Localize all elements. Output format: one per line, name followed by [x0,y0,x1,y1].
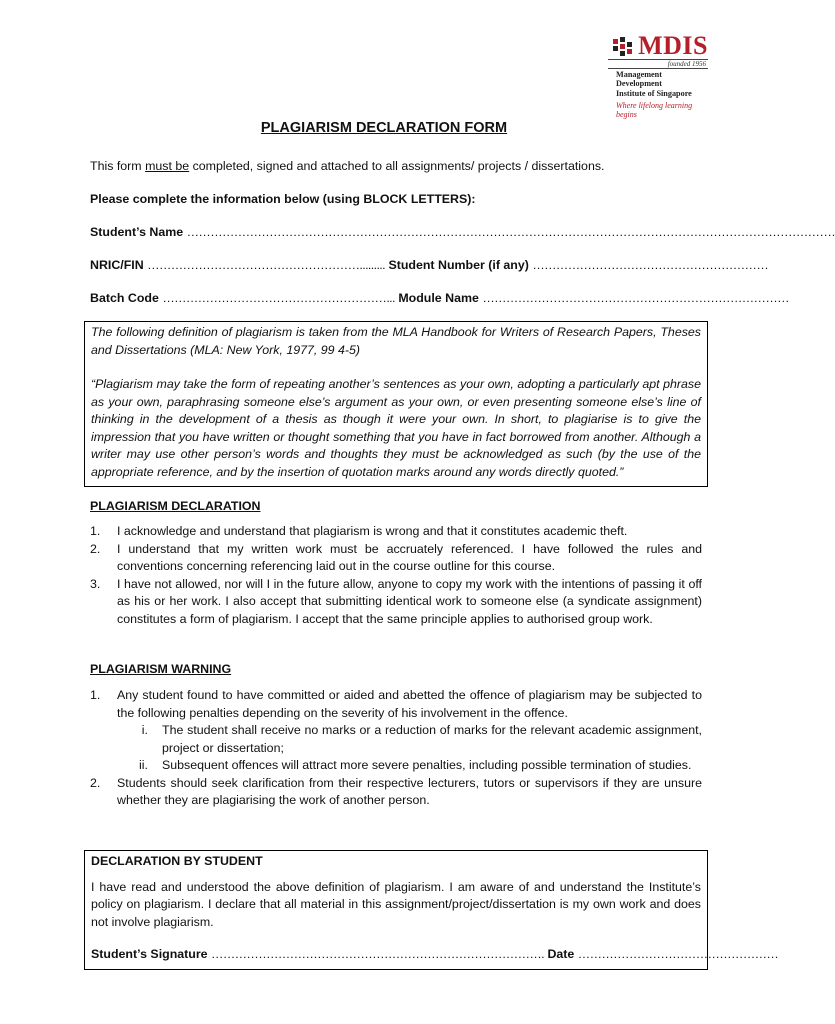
logo-org-line2: Institute of Singapore [616,89,692,98]
item-number: 2. [90,775,101,790]
mla-quote: “Plagiarism may take the form of repeating another’s sentences as your own, adopting a particularly apt phrase as your own, paraphrasing someone else’s argument as your own, or even presenting someone else’s line of thinking in the development of a thesis as though it were your own. In short, to plagiarise is to give the impression that you have written or thought something that you have in fact borrowed from another. Although a writer may use other person’s words and thoughts they must be acknowledged as such (by the use of the appropriate reference, and by the insertion of quotation marks around any words directly quoted.” [91,377,701,479]
warning-heading: PLAGIARISM WARNING [90,662,232,676]
item-text: I understand that my written work must be accruately referenced. I have followed the rules and conventions concerning referencing laid out in the course outline for this course. [117,541,702,573]
mdis-logo [608,31,708,119]
list-item [90,541,702,576]
date-blank[interactable]: …………………………………………… [577,947,779,961]
item-text: Students should seek clarification from their respective lecturers, tutors or supervisors if they are unsure whether they are plagiarising the work of another person. [117,775,702,807]
nric-blank[interactable]: ………………………………………………......... [147,258,385,272]
batch-row [90,291,789,305]
student-declaration-heading: DECLARATION BY STUDENT [91,854,263,868]
sub-item-number: ii. [139,758,148,772]
item-number: 2. [90,541,101,556]
declaration-heading: PLAGIARISM DECLARATION [90,499,261,513]
sub-list-item [90,722,702,757]
list-item [90,775,702,810]
item-text: I acknowledge and understand that plagiarism is wrong and that it constitutes academic theft. [117,524,628,538]
logo-org-line1: Management Development [616,70,662,88]
item-number: 1. [90,524,101,538]
sub-list-item [90,757,702,775]
list-item [90,523,702,541]
sub-item-number: i. [141,723,148,737]
signature-label: Student’s Signature [91,947,208,961]
module-name-blank[interactable]: …………………………………………………………………… [482,291,789,305]
list-item [90,576,702,629]
nric-row [90,258,768,272]
student-name-blank[interactable]: ………………………………………………………………………………………………………………………………………………… [186,225,835,239]
intro-emphasis: must be [145,159,190,173]
student-declaration-text: I have read and understood the above definition of plagiarism. I am aware of and understand the Institute’s policy on plagiarism. I declare that all material in this assignment/project/dissertation is my own work and does not involve plagiarism. [91,879,701,929]
page-title: PLAGIARISM DECLARATION FORM [260,120,508,136]
item-number: 1. [90,688,101,702]
warning-list [90,687,702,810]
item-text: Any student found to have committed or aided and abetted the offence of plagiarism may be subjected to the following penalties depending on the severity of his involvement in the offence. [117,688,702,720]
intro-pre: This form [90,159,146,173]
module-name-label: Module Name [398,291,479,305]
logo-name: MDIS [638,31,708,60]
student-name-label: Student’s Name [90,225,184,239]
mla-intro: The following definition of plagiarism is taken from the MLA Handbook for Writers of Research Papers, Theses and Dissertations (MLA: New York, 1977, 99 4-5) [91,325,701,357]
instruction: Please complete the information below (using BLOCK LETTERS): [90,192,476,206]
intro-post: completed, signed and attached to all assignments/ projects / dissertations. [189,159,605,173]
batch-code-blank[interactable]: …………………………………………………... [162,291,395,305]
sub-item-text: Subsequent offences will attract more severe penalties, including possible termination of studies. [162,758,692,772]
item-number: 3. [90,576,101,591]
declaration-list [90,523,702,628]
sub-item-text: The student shall receive no marks or a reduction of marks for the relevant academic assignment, project or dissertation; [162,723,702,755]
intro-text [90,159,604,173]
signature-row [91,946,779,964]
mdis-emblem-icon [611,35,635,57]
logo-founded: founded 1956 [608,59,708,69]
list-item [90,687,702,722]
mla-definition-box [84,321,708,487]
student-number-label: Student Number (if any) [388,258,529,272]
logo-tagline: Where lifelong learning begins [616,101,693,119]
batch-code-label: Batch Code [90,291,159,305]
student-name-field[interactable] [90,225,835,239]
student-declaration-box [84,850,779,970]
item-text: I have not allowed, nor will I in the future allow, anyone to copy my work with the intentions of passing it off as his or her work. I also accept that submitting identical work to someone else (a syndicate assignment) constitutes a form of plagiarism. I accept that the same principle applies to authorised group work. [117,576,702,626]
date-label: Date [547,947,575,961]
signature-blank[interactable]: …………………………………………………………………………. [211,947,545,961]
nric-label: NRIC/FIN [90,258,144,272]
student-number-blank[interactable]: …………………………………………………… [532,258,769,272]
